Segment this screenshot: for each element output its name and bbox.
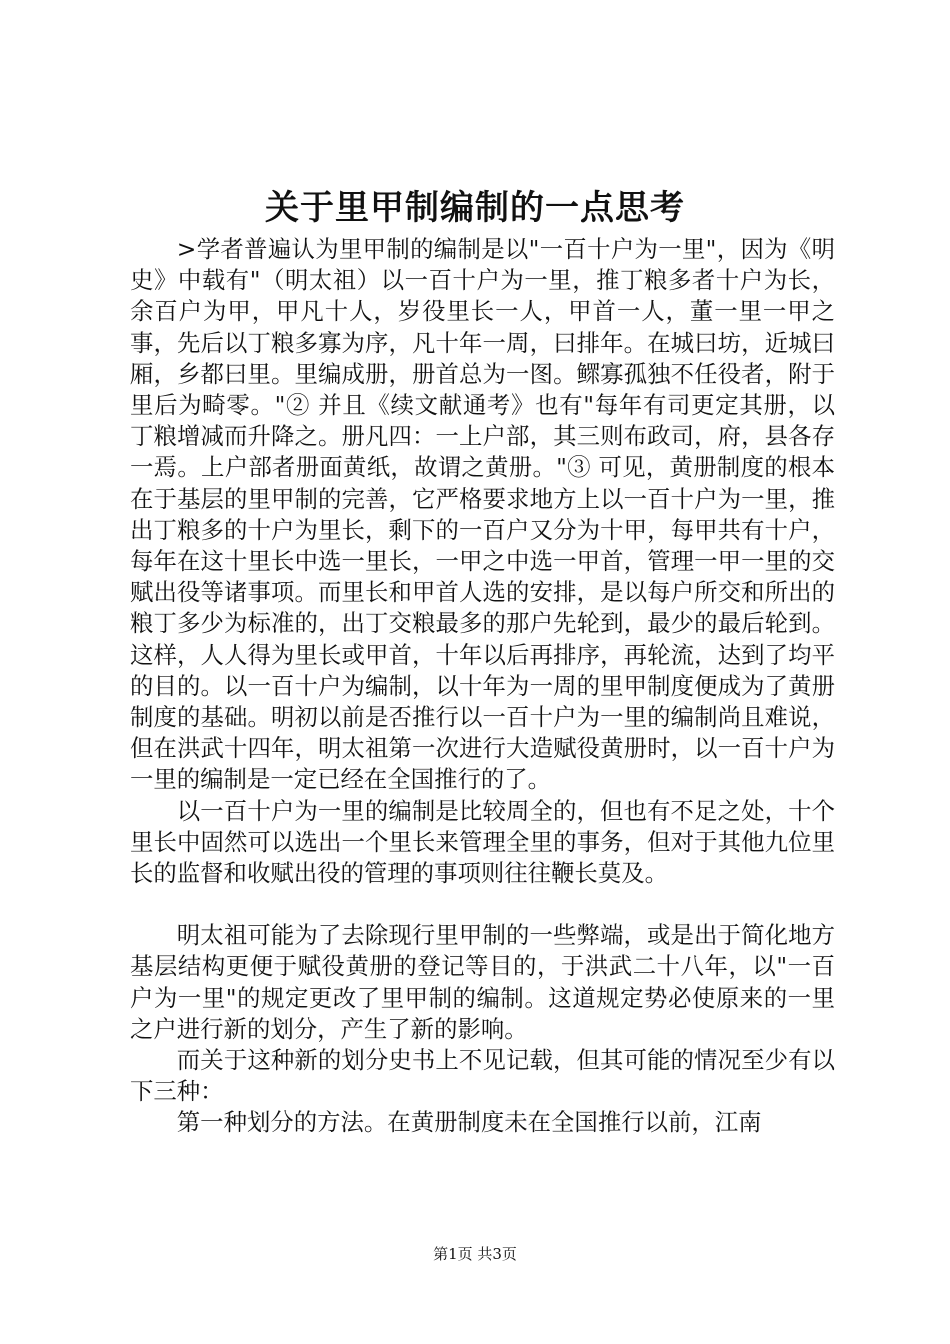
paragraph: 以一百十户为一里的编制是比较周全的，但也有不足之处，十个里长中固然可以选出一个里长来管理全里的事务，但对于其他九位里长的监督和收赋出役的管理的事项则往往鞭长莫及。 [130,796,835,888]
page-footer: 第1页 共3页 [433,1245,517,1263]
paragraph: 明太祖可能为了去除现行里甲制的一些弊端，或是出于简化地方基层结构更便于赋役黄册的登记等目的，于洪武二十八年，以"一百户为一里"的规定更改了里甲制的编制。这道规定势必使原来的一里之户进行新的划分，产生了新的影响。 [130,921,835,1043]
paragraph: 而关于这种新的划分史书上不见记载，但其可能的情况至少有以下三种： [130,1046,835,1106]
document-body [130,234,835,1139]
paragraph: >学者普遍认为里甲制的编制是以"一百十户为一里"，因为《明史》中载有"（明太祖）以一百十户为一里，推丁粮多者十户为长，余百户为甲，甲凡十人，岁役里长一人，甲首一人，董一里一甲之事，先后以丁粮多寡为序，凡十年一周，曰排年。在城曰坊，近城曰厢，乡都曰里。里编成册，册首总为一图。鳏寡孤独不任役者，附于里后为畸零。"② 并且《续文献通考》也有"每年有司更定其册，以丁粮增减而升降之。册凡四：一上户部，其三则布政司，府，县各存一焉。上户部者册面黄纸，故谓之黄册。"③ 可见，黄册制度的根本在于基层的里甲制的完善，它严格要求地方上以一百十户为一里，推出丁粮多的十户为里长，剩下的一百户又分为十甲，每甲共有十户，每年在这十里长中选一里长，一甲之中选一甲首，管理一甲一里的交赋出役等诸事项。而里长和甲首人选的安排，是以每户所交和所出的粮丁多少为标准的，出丁交粮最多的那户先轮到，最少的最后轮到。这样，人人得为里长或甲首，十年以后再排序，再轮流，达到了均平的目的。以一百十户为编制，以十年为一周的里甲制度便成为了黄册制度的基础。明初以前是否推行以一百十户为一里的编制尚且难说，但在洪武十四年，明太祖第一次进行大造赋役黄册时，以一百十户为一里的编制是一定已经在全国推行的了。 [130,235,835,794]
document-title: 关于里甲制编制的一点思考 [265,188,685,228]
paragraph: 第一种划分的方法。在黄册制度未在全国推行以前，江南 [176,1108,762,1137]
